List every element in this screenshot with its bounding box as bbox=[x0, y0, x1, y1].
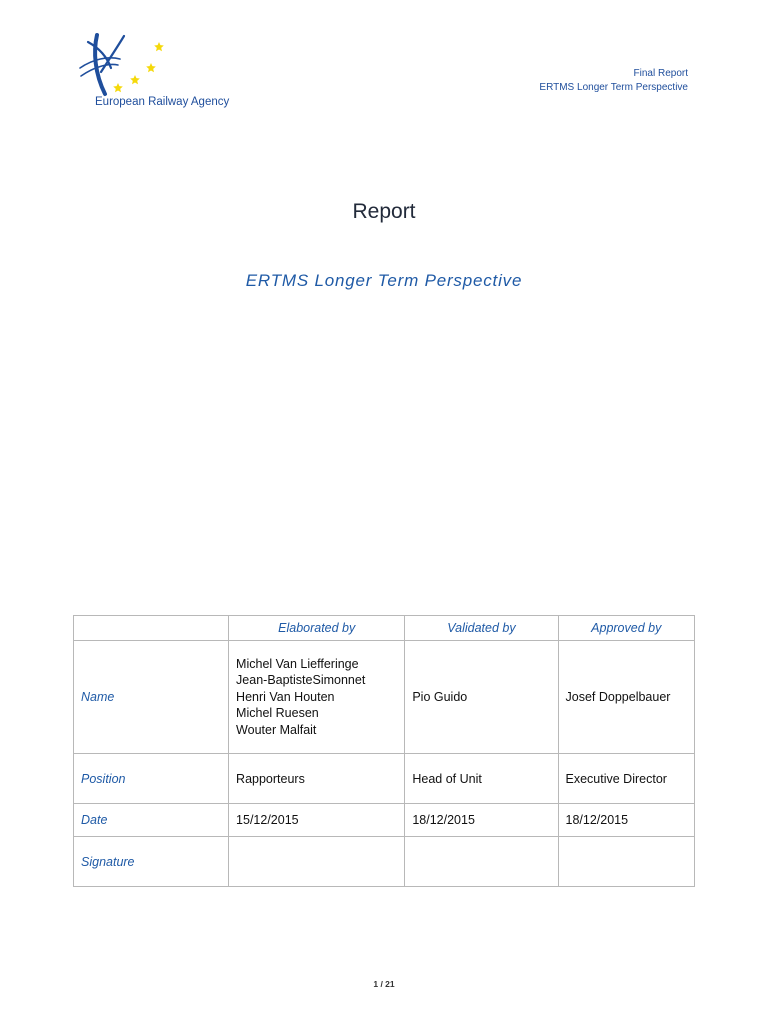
cell-position-elaborated-by: Rapporteurs bbox=[229, 754, 405, 804]
row-label-date: Date bbox=[74, 804, 229, 837]
table-row-name bbox=[74, 641, 695, 754]
table-header-row bbox=[74, 616, 695, 641]
report-title: ERTMS Longer Term Perspective bbox=[539, 82, 688, 93]
cell-name-approved-by: Josef Doppelbauer bbox=[558, 641, 694, 754]
row-label-position: Position bbox=[74, 754, 229, 804]
document-subtitle: ERTMS Longer Term Perspective bbox=[245, 271, 523, 290]
table-row-date bbox=[74, 804, 695, 837]
table-row-signature bbox=[74, 837, 695, 887]
table-row-position bbox=[74, 754, 695, 804]
cell-position-validated-by: Head of Unit bbox=[405, 754, 558, 804]
header-cell-empty bbox=[74, 616, 229, 641]
row-label-name: Name bbox=[74, 641, 229, 754]
approval-table bbox=[73, 615, 695, 887]
logo-text: European Railway Agency bbox=[95, 96, 230, 108]
cell-name-elaborated-by bbox=[229, 641, 405, 754]
document-title: Report bbox=[352, 200, 416, 223]
cell-name-validated-by: Pio Guido bbox=[405, 641, 558, 754]
cell-position-approved-by: Executive Director bbox=[558, 754, 694, 804]
cell-date-approved-by: 18/12/2015 bbox=[558, 804, 694, 837]
running-header bbox=[539, 67, 688, 95]
header-cell-elaborated-by: Elaborated by bbox=[229, 616, 405, 641]
cell-signature-approved-by bbox=[558, 837, 694, 887]
header-cell-validated-by: Validated by bbox=[405, 616, 558, 641]
author-name: Jean-BaptisteSimonnet bbox=[236, 673, 366, 688]
page-number: 1 / 21 bbox=[373, 979, 395, 989]
row-label-signature: Signature bbox=[74, 837, 229, 887]
era-logo bbox=[78, 32, 248, 112]
author-name: Michel Ruesen bbox=[236, 706, 319, 721]
author-name: Henri Van Houten bbox=[236, 689, 335, 704]
author-name: Michel Van Liefferinge bbox=[236, 656, 359, 671]
author-name: Wouter Malfait bbox=[236, 722, 317, 737]
cell-date-validated-by: 18/12/2015 bbox=[405, 804, 558, 837]
era-logo-icon bbox=[78, 32, 248, 98]
cell-signature-elaborated-by bbox=[229, 837, 405, 887]
header-cell-approved-by: Approved by bbox=[558, 616, 694, 641]
report-type: Final Report bbox=[633, 68, 688, 79]
cell-date-elaborated-by: 15/12/2015 bbox=[229, 804, 405, 837]
cell-signature-validated-by bbox=[405, 837, 558, 887]
